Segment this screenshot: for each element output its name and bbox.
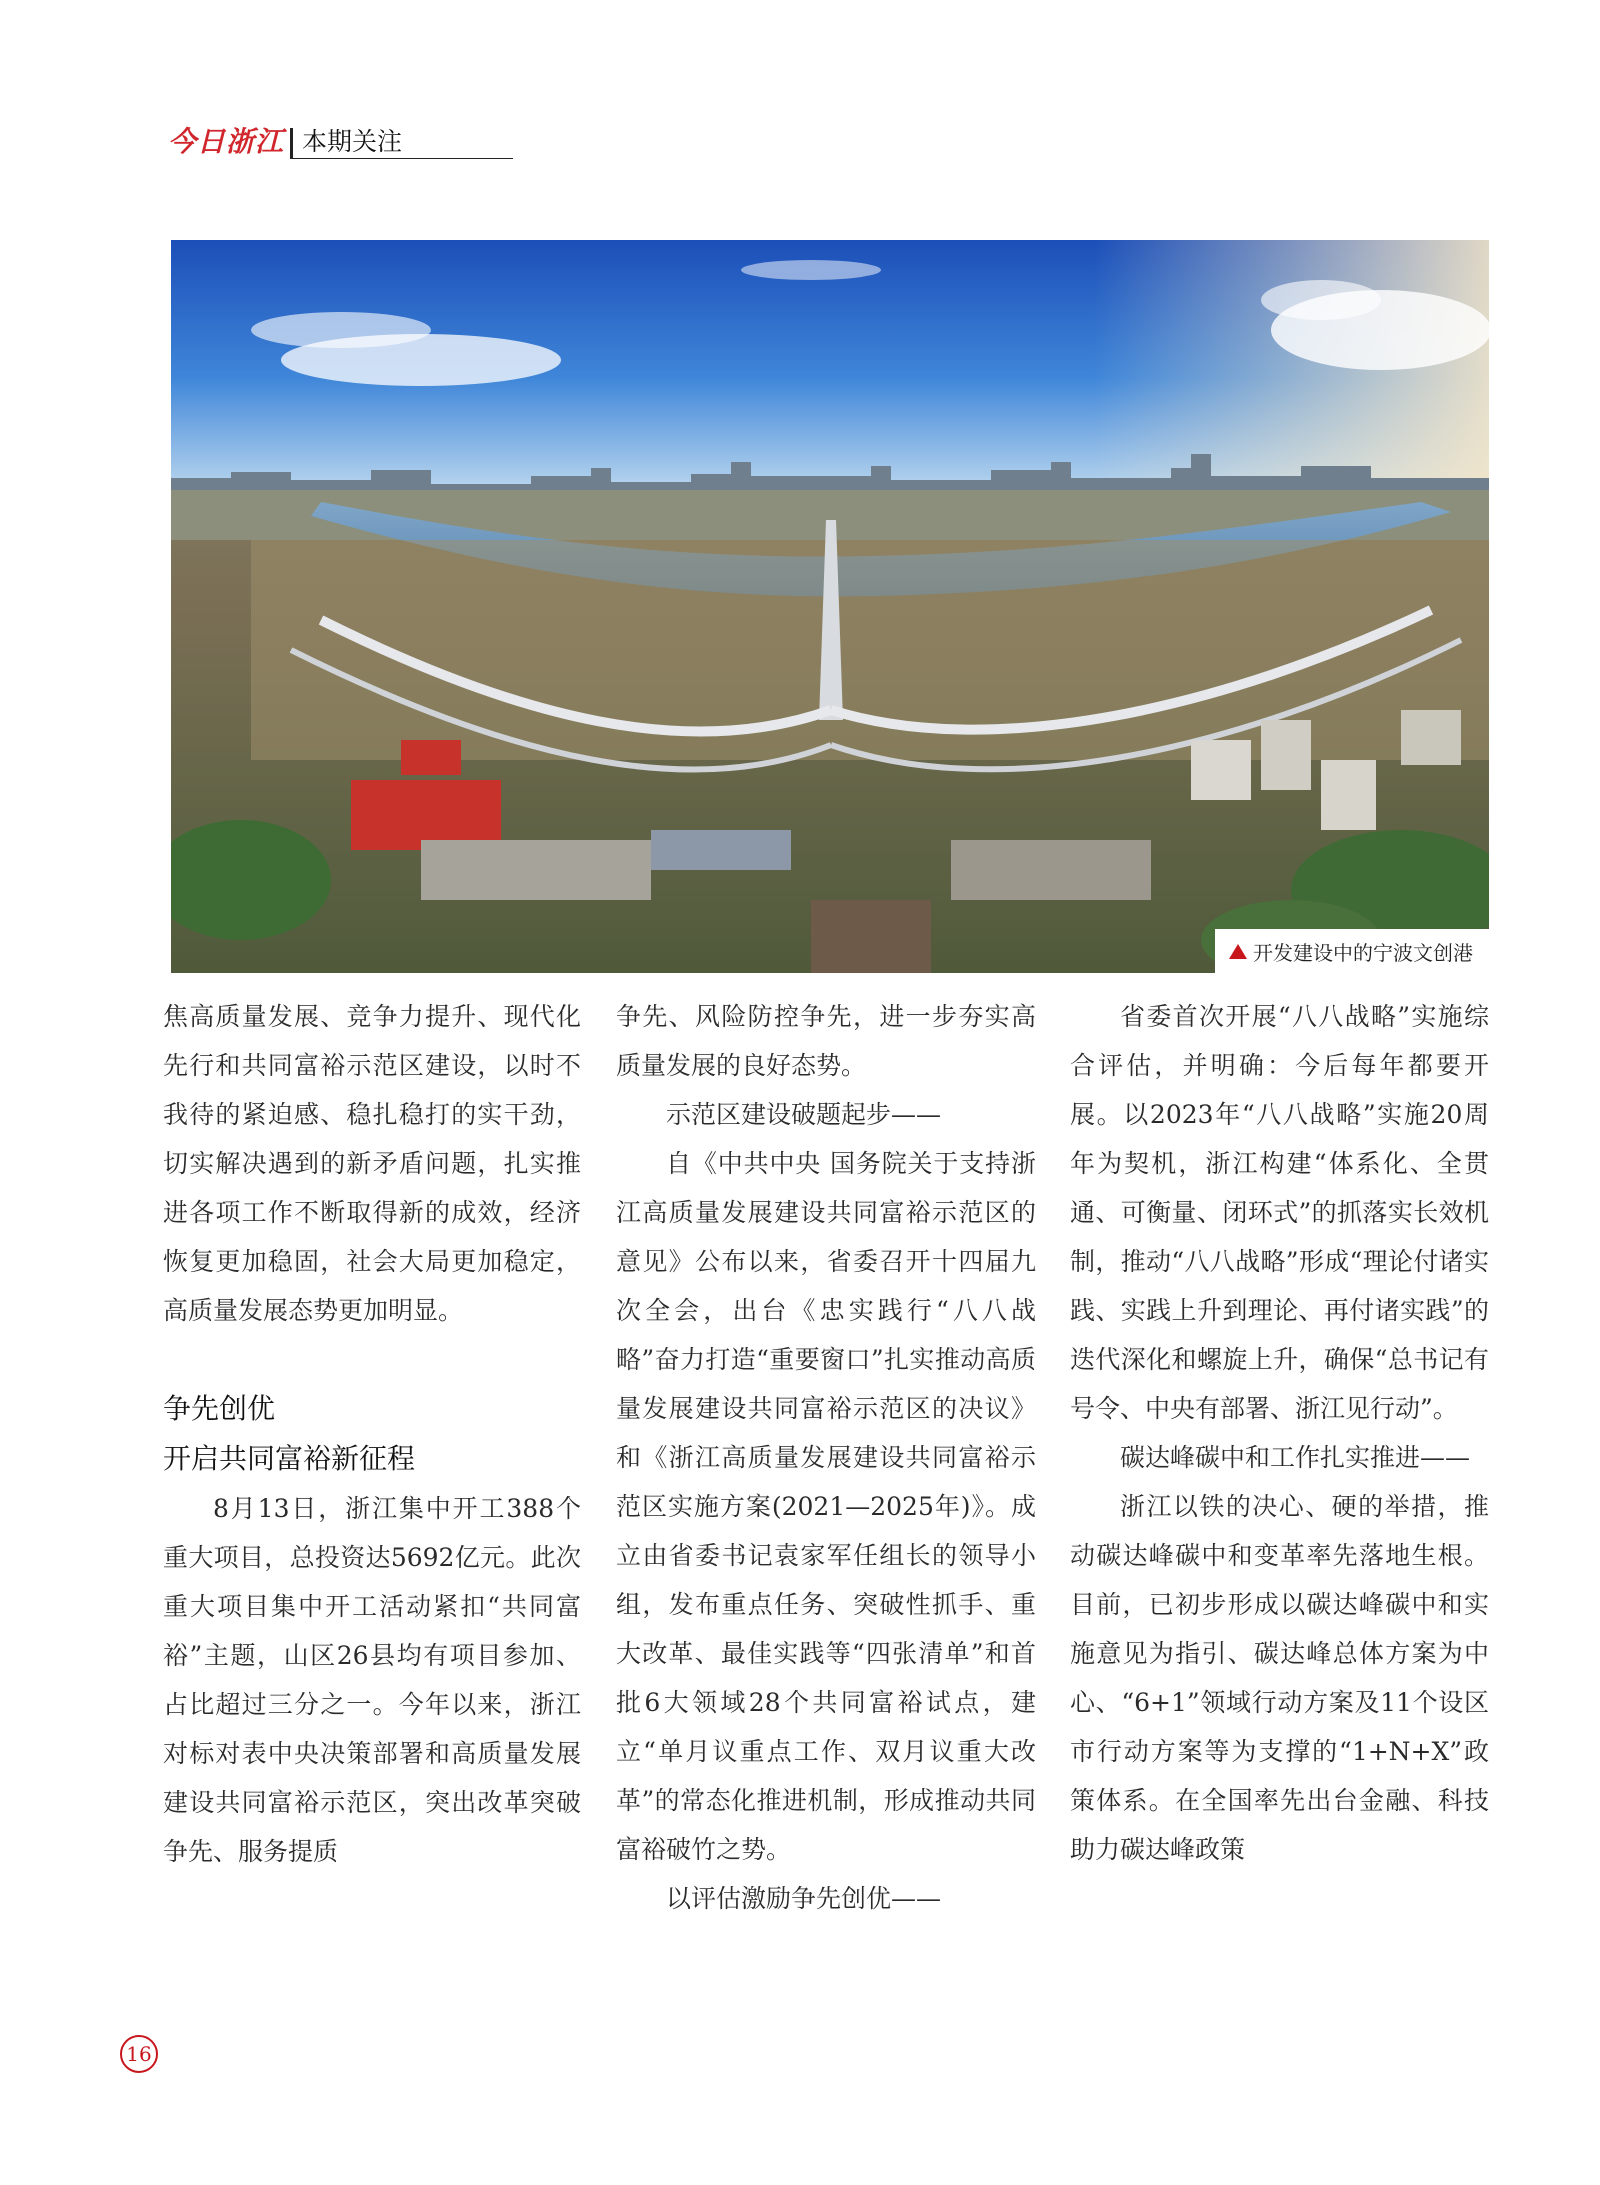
page-header	[168, 124, 513, 160]
col3-subhead-carbon: 碳达峰碳中和工作扎实推进——	[1120, 1443, 1471, 1472]
section-heading-line2: 开启共同富裕新征程	[163, 1442, 416, 1475]
col2-paragraph: 自《中共中央 国务院关于支持浙江高质量发展建设共同富裕示范区的意见》公布以来，省委召开十四届九次全会，出台《忠实践行“八八战略”奋力打造“重要窗口”扎实推动高质量发展建设共同富裕示范区的决议》和《浙江高质量发展建设共同富裕示范区实施方案(2021—2025年)》。成立由省委书记袁家军任组长的领导小组，发布重点任务、突破性抓手、重大改革、最佳实践等“四张清单”和首批6大领域28个共同富裕试点，建立“单月议重点工作、双月议重大改革”的常态化推进机制，形成推动共同富裕破竹之势。	[616, 1149, 1036, 1864]
caption-text: 开发建设中的宁波文创港	[1253, 940, 1473, 965]
col2-paragraph-continued: 争先、风险防控争先，进一步夯实高质量发展的良好态势。	[616, 1002, 1036, 1080]
col3-paragraph-carbon: 浙江以铁的决心、硬的举措，推动碳达峰碳中和变革率先落地生根。目前，已初步形成以碳达峰碳中和实施意见为指引、碳达峰总体方案为中心、“6+1”领域行动方案及11个设区市行动方案等为支撑的“1+N+X”政策体系。在全国率先出台金融、科技助力碳达峰政策	[1070, 1492, 1489, 1864]
text-column-2	[616, 992, 1036, 1923]
col1-paragraph-continued: 焦高质量发展、竞争力提升、现代化先行和共同富裕示范区建设，以时不我待的紧迫感、稳扎稳打的实干劲，切实解决遇到的新矛盾问题，扎实推进各项工作不断取得新的成效，经济恢复更加稳固，社会大局更加稳定，高质量发展态势更加明显。	[163, 1002, 581, 1325]
aerial-photo-illustration	[171, 240, 1489, 973]
photo-caption	[1215, 929, 1489, 973]
text-column-3	[1070, 992, 1489, 1874]
section-spacer	[163, 1335, 581, 1384]
col2-subhead-demo-zone: 示范区建设破题起步——	[666, 1100, 942, 1129]
col3-paragraph: 省委首次开展“八八战略”实施综合评估，并明确：今后每年都要开展。以2023年“八八战略”实施20周年为契机，浙江构建“体系化、全贯通、可衡量、闭环式”的抓落实长效机制，推动“八八战略”形成“理论付诸实践、实践上升到理论、再付诸实践”的迭代深化和螺旋上升，确保“总书记有号令、中央有部署、浙江见行动”。	[1070, 1002, 1489, 1423]
text-column-1	[163, 992, 581, 1876]
caption-triangle-icon	[1229, 944, 1247, 959]
col1-paragraph: 8月13日，浙江集中开工388个重大项目，总投资达5692亿元。此次重大项目集中开工活动紧扣“共同富裕”主题，山区26县均有项目参加、占比超过三分之一。今年以来，浙江对标对表中央决策部署和高质量发展建设共同富裕示范区，突出改革突破争先、服务提质	[163, 1494, 581, 1866]
section-title: 本期关注	[302, 127, 403, 156]
section-heading-line1: 争先创优	[163, 1392, 276, 1425]
header-underline	[290, 158, 513, 159]
col2-subhead-evaluation: 以评估激励争先创优——	[666, 1884, 942, 1913]
header-divider	[290, 128, 293, 158]
aerial-photo	[171, 240, 1489, 973]
magazine-logo: 今日浙江	[168, 125, 285, 158]
page-number: 16	[120, 2035, 158, 2073]
